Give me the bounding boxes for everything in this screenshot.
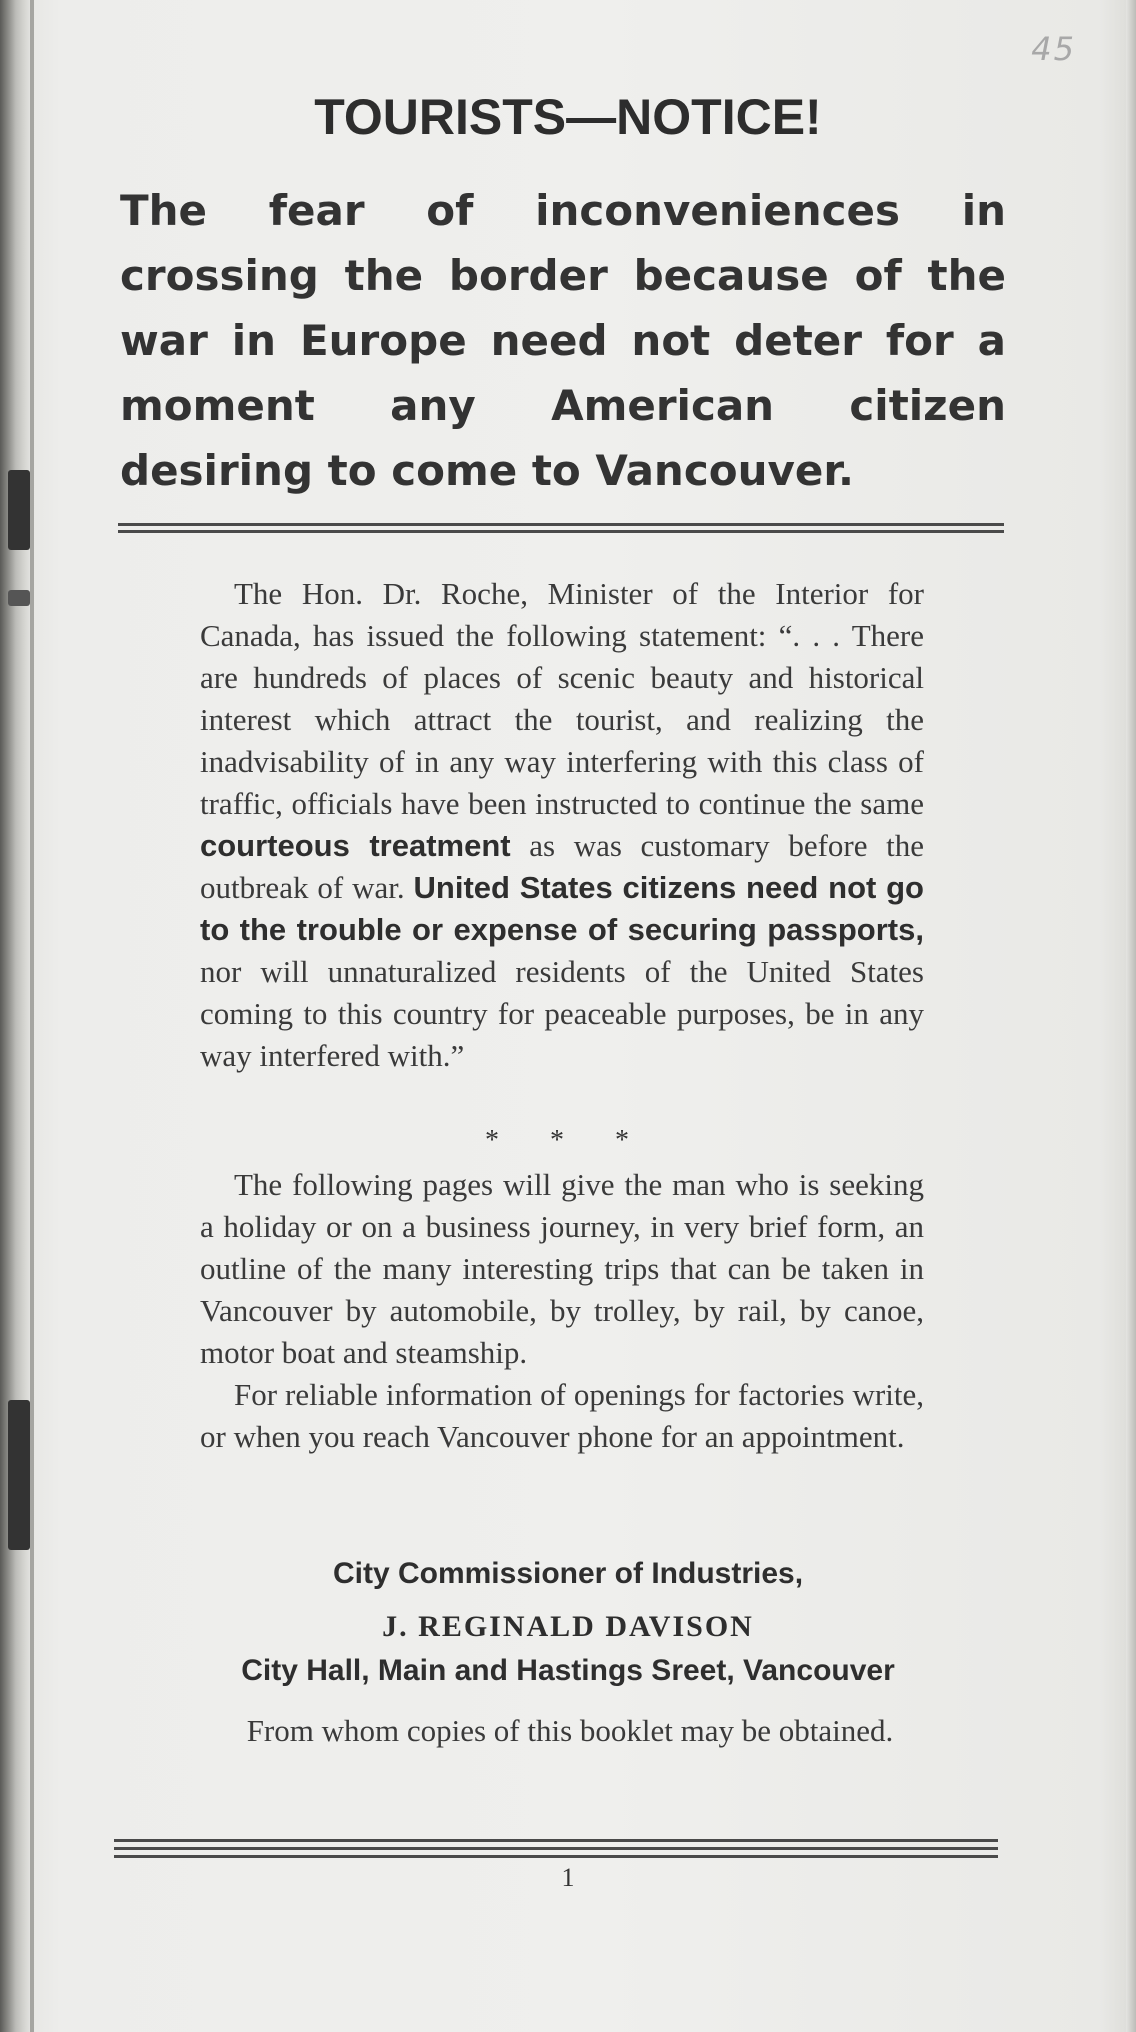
binding-mark xyxy=(8,470,30,550)
page-edge-right xyxy=(1126,0,1136,2032)
body-text xyxy=(200,1164,924,1458)
statement-bold-1: courteous treatment xyxy=(200,828,511,863)
divider-rule xyxy=(118,523,1004,526)
page-title: TOURISTS—NOTICE! xyxy=(314,89,822,145)
minister-statement xyxy=(200,573,924,1077)
signature-office: City Commissioner of Industries, xyxy=(332,1557,804,1590)
book-binding xyxy=(0,0,30,2032)
following-pages-paragraph: The following pages will give the man who is seeking a holiday or on a business journey, in very brief form, an outline of the many interesting trips that can be taken in Vancouver by automobile, by trolley, by rail, by canoe, motor boat and steamship. xyxy=(200,1167,924,1370)
footer-rule xyxy=(114,1847,998,1850)
page-edge xyxy=(30,0,34,2032)
pencil-annotation: 45 xyxy=(1031,30,1076,68)
intro-paragraph: The fear of inconveniences in crossing the border because of the war in Europe need not deter for a moment any American citizen desiring to come to Vancouver. xyxy=(120,186,1006,495)
signature-address: City Hall, Main and Hastings Sreet, Vancouver xyxy=(241,1654,895,1687)
binding-mark xyxy=(8,590,30,606)
signature-name: J. REGINALD DAVISON xyxy=(382,1610,754,1643)
statement-text-3: nor will unnaturalized residents of the United States coming to this country for peaceable purposes, be in any way interfered with.” xyxy=(200,954,924,1073)
section-separator: * * * xyxy=(485,1125,651,1156)
statement-text-1: The Hon. Dr. Roche, Minister of the Interior for Canada, has issued the following statement: “. . . There are hundreds of places of scenic beauty and historical interest which attract the tourist, and realizing the inadvisability of in any way interfering with this class of traffic, officials have been instructed to continue the same xyxy=(200,576,924,821)
factories-paragraph: For reliable information of openings for factories write, or when you reach Vancouver phone for an appointment. xyxy=(200,1377,924,1454)
page-number: 1 xyxy=(561,1863,575,1892)
binding-mark xyxy=(8,1400,30,1550)
divider-rule xyxy=(118,530,1004,533)
statement-bold-2: United States citizens need not go to the trouble or expense of securing passports, xyxy=(200,870,924,947)
copies-note: From whom copies of this booklet may be obtained. xyxy=(246,1713,894,1748)
statement-paragraph xyxy=(200,573,924,1077)
footer-rule xyxy=(114,1839,998,1842)
footer-rule xyxy=(114,1855,998,1858)
statement-text-2: as was customary before the outbreak of war. xyxy=(200,828,924,905)
